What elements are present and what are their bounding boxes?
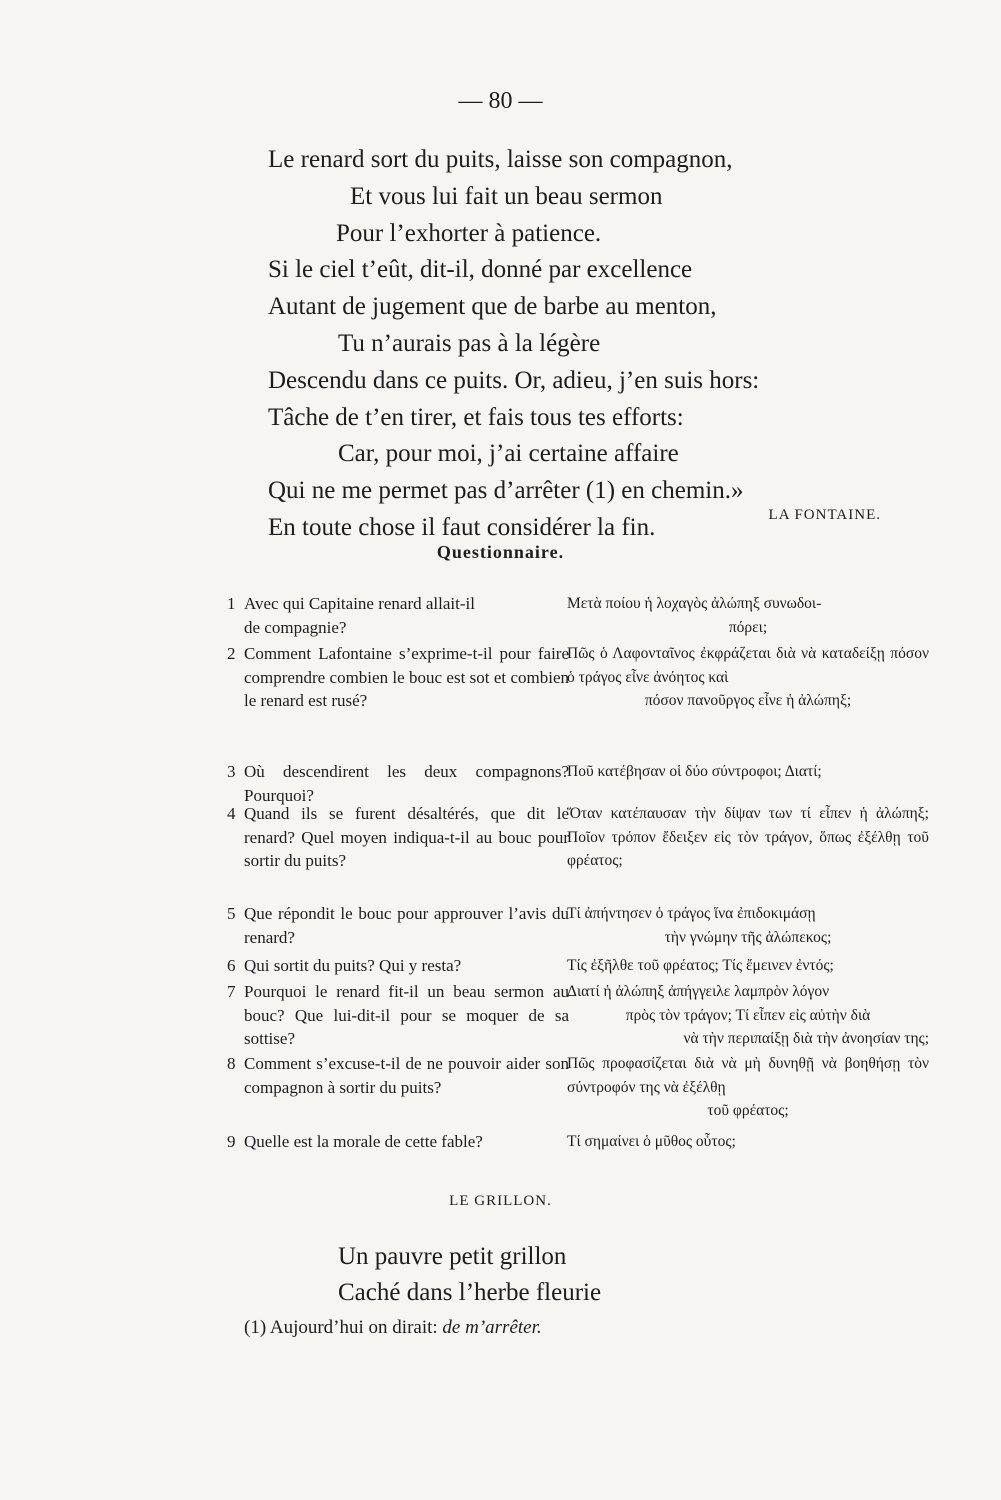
poem2-line: Caché dans l’herbe fleurie (338, 1279, 602, 1306)
question-number: 6 (227, 956, 236, 975)
question-number: 1 (227, 594, 236, 613)
question-fr: Où descendirent les deux compagnons? Pourquoi? (244, 762, 569, 805)
question-number: 7 (227, 982, 236, 1001)
poem2-line: Un pauvre petit grillon (338, 1243, 567, 1270)
poem-line: Autant de jugement que de barbe au menton, (268, 293, 717, 321)
question-fr: Que répondit le bouc pour approuver l’avis du renard? (244, 904, 569, 947)
poem-line: Tâche de t’en tirer, et fais tous tes efforts: (268, 403, 684, 431)
poem-line: Si le ciel t’eût, dit-il, donné par excellence (268, 256, 693, 284)
question-number: 3 (227, 762, 236, 781)
question-gr: Διατί ἡ ἀλώπηξ ἀπήγγειλε λαμπρὸν λόγον πρὸς τὸν τράγον; Τί εἶπεν εἰς αὐτὴν διὰ νὰ τὴν περιπαίξῃ διὰ τὴν ἀνοησίαν της; (567, 983, 929, 1047)
poem-line: Pour l’exhorter à patience. (336, 219, 602, 247)
question-number: 5 (227, 904, 236, 923)
question-number: 2 (227, 644, 236, 663)
question-gr: Πῶς προφασίζεται διὰ νὰ μὴ δυνηθῇ νὰ βοηθήσῃ τὸν σύντροφόν της νὰ ἐξέλθῃ τοῦ φρέατος; (567, 1055, 929, 1119)
poem-line: Et vous lui fait un beau sermon (350, 182, 663, 210)
question-gr: Τίς ἐξῆλθε τοῦ φρέατος; Τίς ἔμεινεν ἐντός; (567, 957, 834, 974)
question-fr: Qui sortit du puits? Qui y resta? (244, 956, 462, 975)
poem-line: Car, pour moi, j’ai certaine affaire (338, 440, 679, 468)
question-fr: Pourquoi le renard fit-il un beau sermon au bouc? Que lui-dit-il pour se moquer de sa sottise? (244, 982, 569, 1048)
question-fr: Comment Lafontaine s’exprime-t-il pour faire comprendre combien le bouc est sot et combien le renard est rusé? (244, 644, 569, 710)
question-gr: Μετὰ ποίου ἡ λοχαγὸς ἀλώπηξ συνωδοι- πόρει; (567, 595, 822, 636)
poem-line: Tu n’aurais pas à la légère (338, 329, 601, 357)
question-gr: Τί ἀπήντησεν ὁ τράγος ἵνα ἐπιδοκιμάσῃ τὴν γνώμην τῆς ἀλώπεκος; (567, 905, 832, 946)
question-fr: Avec qui Capitaine renard allait-il de compagnie? (244, 594, 475, 637)
question-fr: Quelle est la morale de cette fable? (244, 1132, 483, 1151)
poem (268, 142, 908, 547)
question-gr: Ποῦ κατέβησαν οἱ δύο σύντροφοι; Διατί; (567, 763, 822, 780)
author: LA FONTAINE. (768, 507, 881, 523)
poem-line: Descendu dans ce puits. Or, adieu, j’en suis hors: (268, 366, 760, 394)
question-gr: Πῶς ὁ Λαφονταῖνος ἐκφράζεται διὰ νὰ καταδείξῃ πόσον ὁ τράγος εἶνε ἀνόητος καὶ πόσον πανοῦργος εἶνε ἡ ἀλώπηξ; (567, 645, 929, 709)
poem-line: Qui ne me permet pas d’arrêter (1) en chemin.» (268, 477, 744, 505)
question-gr: Ὅταν κατέπαυσαν τὴν δίψαν των τί εἶπεν ἡ ἀλώπηξ; Ποῖον τρόπον ἔδειξεν εἰς τὸν τράγον, ὅπως ἐξέλθῃ τοῦ φρέατος; (567, 805, 929, 869)
footnote: (1) Aujourd’hui on dirait: de m’arrêter. (244, 1317, 542, 1338)
poem-line: Le renard sort du puits, laisse son compagnon, (268, 146, 733, 173)
page-number: — 80 — (458, 88, 543, 114)
poem-2 (338, 1239, 601, 1311)
question-fr: Quand ils se furent désaltérés, que dit le renard? Quel moyen indiqua-t-il au bouc pour sortir du puits? (244, 804, 569, 870)
question-number: 8 (227, 1054, 236, 1073)
section-title: LE GRILLON. (449, 1193, 552, 1209)
poem-line: En toute chose il faut considérer la fin. (268, 513, 656, 541)
question-number: 4 (227, 804, 236, 823)
question-number: 9 (227, 1132, 236, 1151)
question-gr: Τί σημαίνει ὁ μῦθος οὗτος; (567, 1133, 736, 1150)
question-fr: Comment s’excuse-t-il de ne pouvoir aider son compagnon à sortir du puits? (244, 1054, 569, 1097)
questionnaire-title: Questionnaire. (436, 542, 565, 562)
